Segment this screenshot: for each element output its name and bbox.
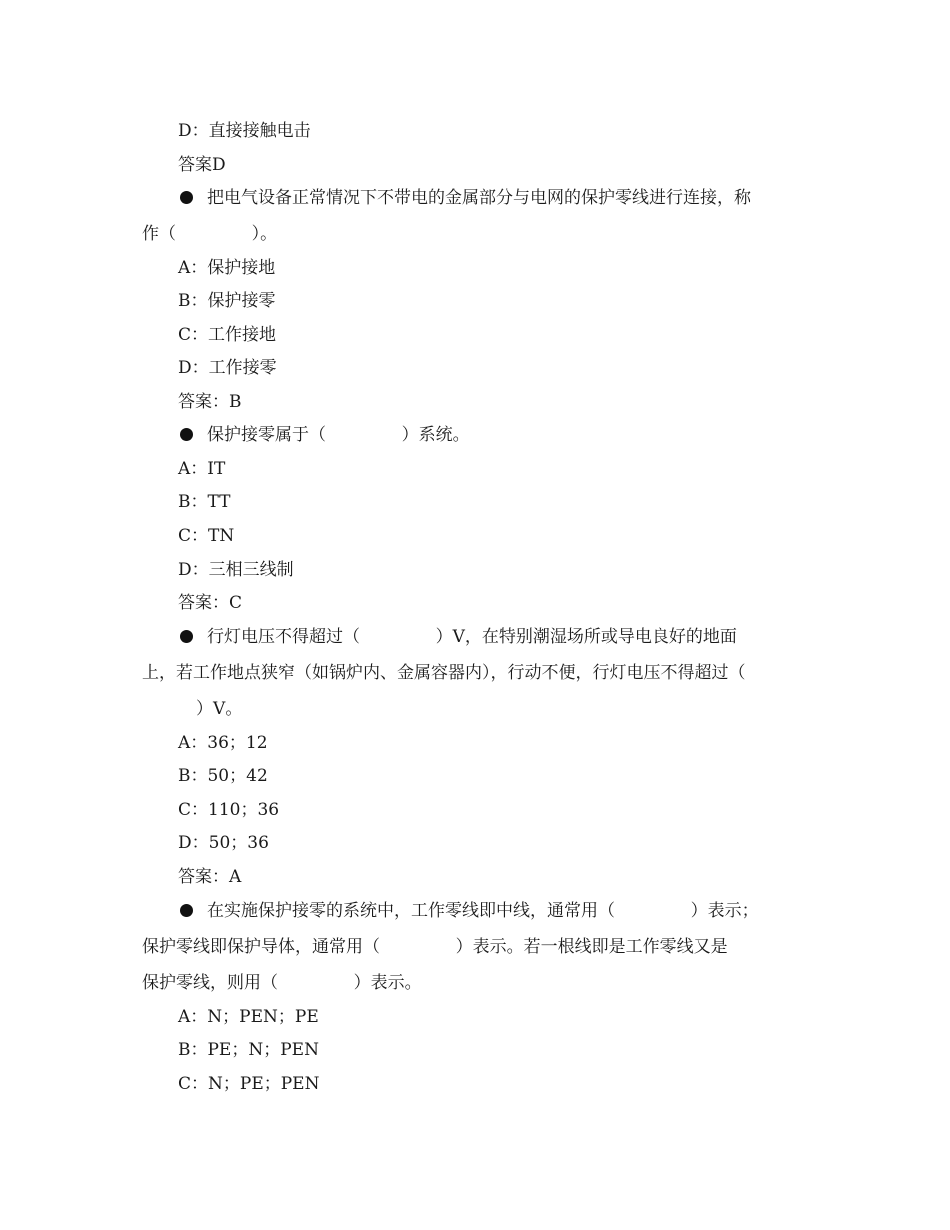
option-b-text: B：保护接零: [178, 291, 276, 311]
option-b-text: B：50；42: [178, 766, 268, 786]
question-line: [178, 425, 470, 445]
answer-text: 答案：B: [178, 392, 242, 412]
option-c-text: C：N；PE；PEN: [178, 1074, 320, 1094]
question-line: [178, 188, 751, 208]
question-line: [178, 627, 737, 647]
question-continuation: 作（ ）。: [142, 224, 278, 244]
option-a-text: A：N；PEN；PE: [178, 1007, 319, 1027]
option-b-text: B：TT: [178, 492, 231, 512]
question-continuation: 保护零线，则用（ ）表示。: [142, 973, 422, 993]
option-c-text: C：工作接地: [178, 325, 277, 345]
bullet-icon: [180, 191, 193, 204]
option-c-text: C：110；36: [178, 800, 280, 820]
option-d-text: D：50；36: [178, 833, 269, 853]
option-b-text: B：PE；N；PEN: [178, 1040, 319, 1060]
option-a-text: A：保护接地: [178, 258, 276, 278]
answer-text: 答案：A: [178, 867, 242, 887]
bullet-icon: [180, 428, 193, 441]
question-continuation: ）V。: [142, 699, 243, 719]
question-continuation: 上，若工作地点狭窄（如锅炉内、金属容器内），行动不便，行灯电压不得超过（: [142, 663, 746, 683]
question-line: [178, 901, 759, 921]
option-d-text: D：工作接零: [178, 358, 277, 378]
bullet-icon: [180, 904, 193, 917]
question-text: 行灯电压不得超过（ ）V，在特别潮湿场所或导电良好的地面: [207, 627, 737, 647]
option-a-text: A：IT: [178, 459, 226, 479]
answer-text: 答案D: [178, 155, 226, 175]
option-a-text: A：36；12: [178, 733, 268, 753]
option-d-text: D：三相三线制: [178, 560, 294, 580]
answer-text: 答案：C: [178, 593, 243, 613]
question-text: 把电气设备正常情况下不带电的金属部分与电网的保护零线进行连接，称: [207, 188, 751, 208]
option-c-text: C：TN: [178, 526, 235, 546]
bullet-icon: [180, 630, 193, 643]
option-d-text: D：直接接触电击: [178, 121, 311, 141]
question-text: 保护接零属于（ ）系统。: [207, 425, 470, 445]
question-continuation: 保护零线即保护导体，通常用（ ）表示。若一根线即是工作零线又是: [142, 937, 728, 957]
question-text: 在实施保护接零的系统中，工作零线即中线，通常用（ ）表示；: [207, 901, 759, 921]
